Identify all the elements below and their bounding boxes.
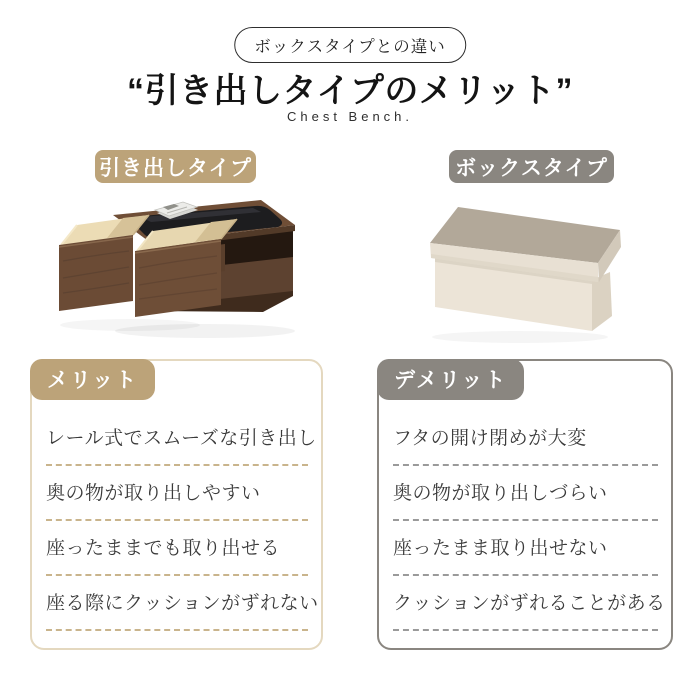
drawer-bench-image: [55, 193, 305, 348]
box-type-label: ボックスタイプ: [449, 150, 614, 183]
box-bench-image: [425, 200, 665, 345]
merit-item: レール式でスムーズな引き出し: [46, 411, 308, 466]
merit-heading-badge: メリット: [30, 359, 155, 400]
demerit-item: フタの開け閉めが大変: [393, 411, 658, 466]
demerit-heading-badge: デメリット: [377, 359, 524, 400]
drawer-shadow: [60, 319, 200, 331]
merit-list: [46, 411, 319, 631]
merit-item: 座ったままでも取り出せる: [46, 521, 308, 576]
demerit-item: 座ったまま取り出せない: [393, 521, 658, 576]
merit-item: 奥の物が取り出しやすい: [46, 466, 308, 521]
demerit-list: [393, 411, 666, 631]
merit-panel: [30, 359, 323, 650]
demerit-item: 奥の物が取り出しづらい: [393, 466, 658, 521]
page-title: “引き出しタイプのメリット”: [127, 72, 573, 110]
difference-pill-badge: ボックスタイプとの違い: [234, 27, 466, 63]
page-subtitle: Chest Bench.: [286, 109, 414, 124]
merit-item: 座る際にクッションがずれない: [46, 576, 308, 631]
drawer-type-label: 引き出しタイプ: [95, 150, 256, 183]
demerit-panel: [377, 359, 673, 650]
demerit-item: クッションがずれることがある: [393, 576, 658, 631]
box-shadow: [432, 331, 608, 343]
